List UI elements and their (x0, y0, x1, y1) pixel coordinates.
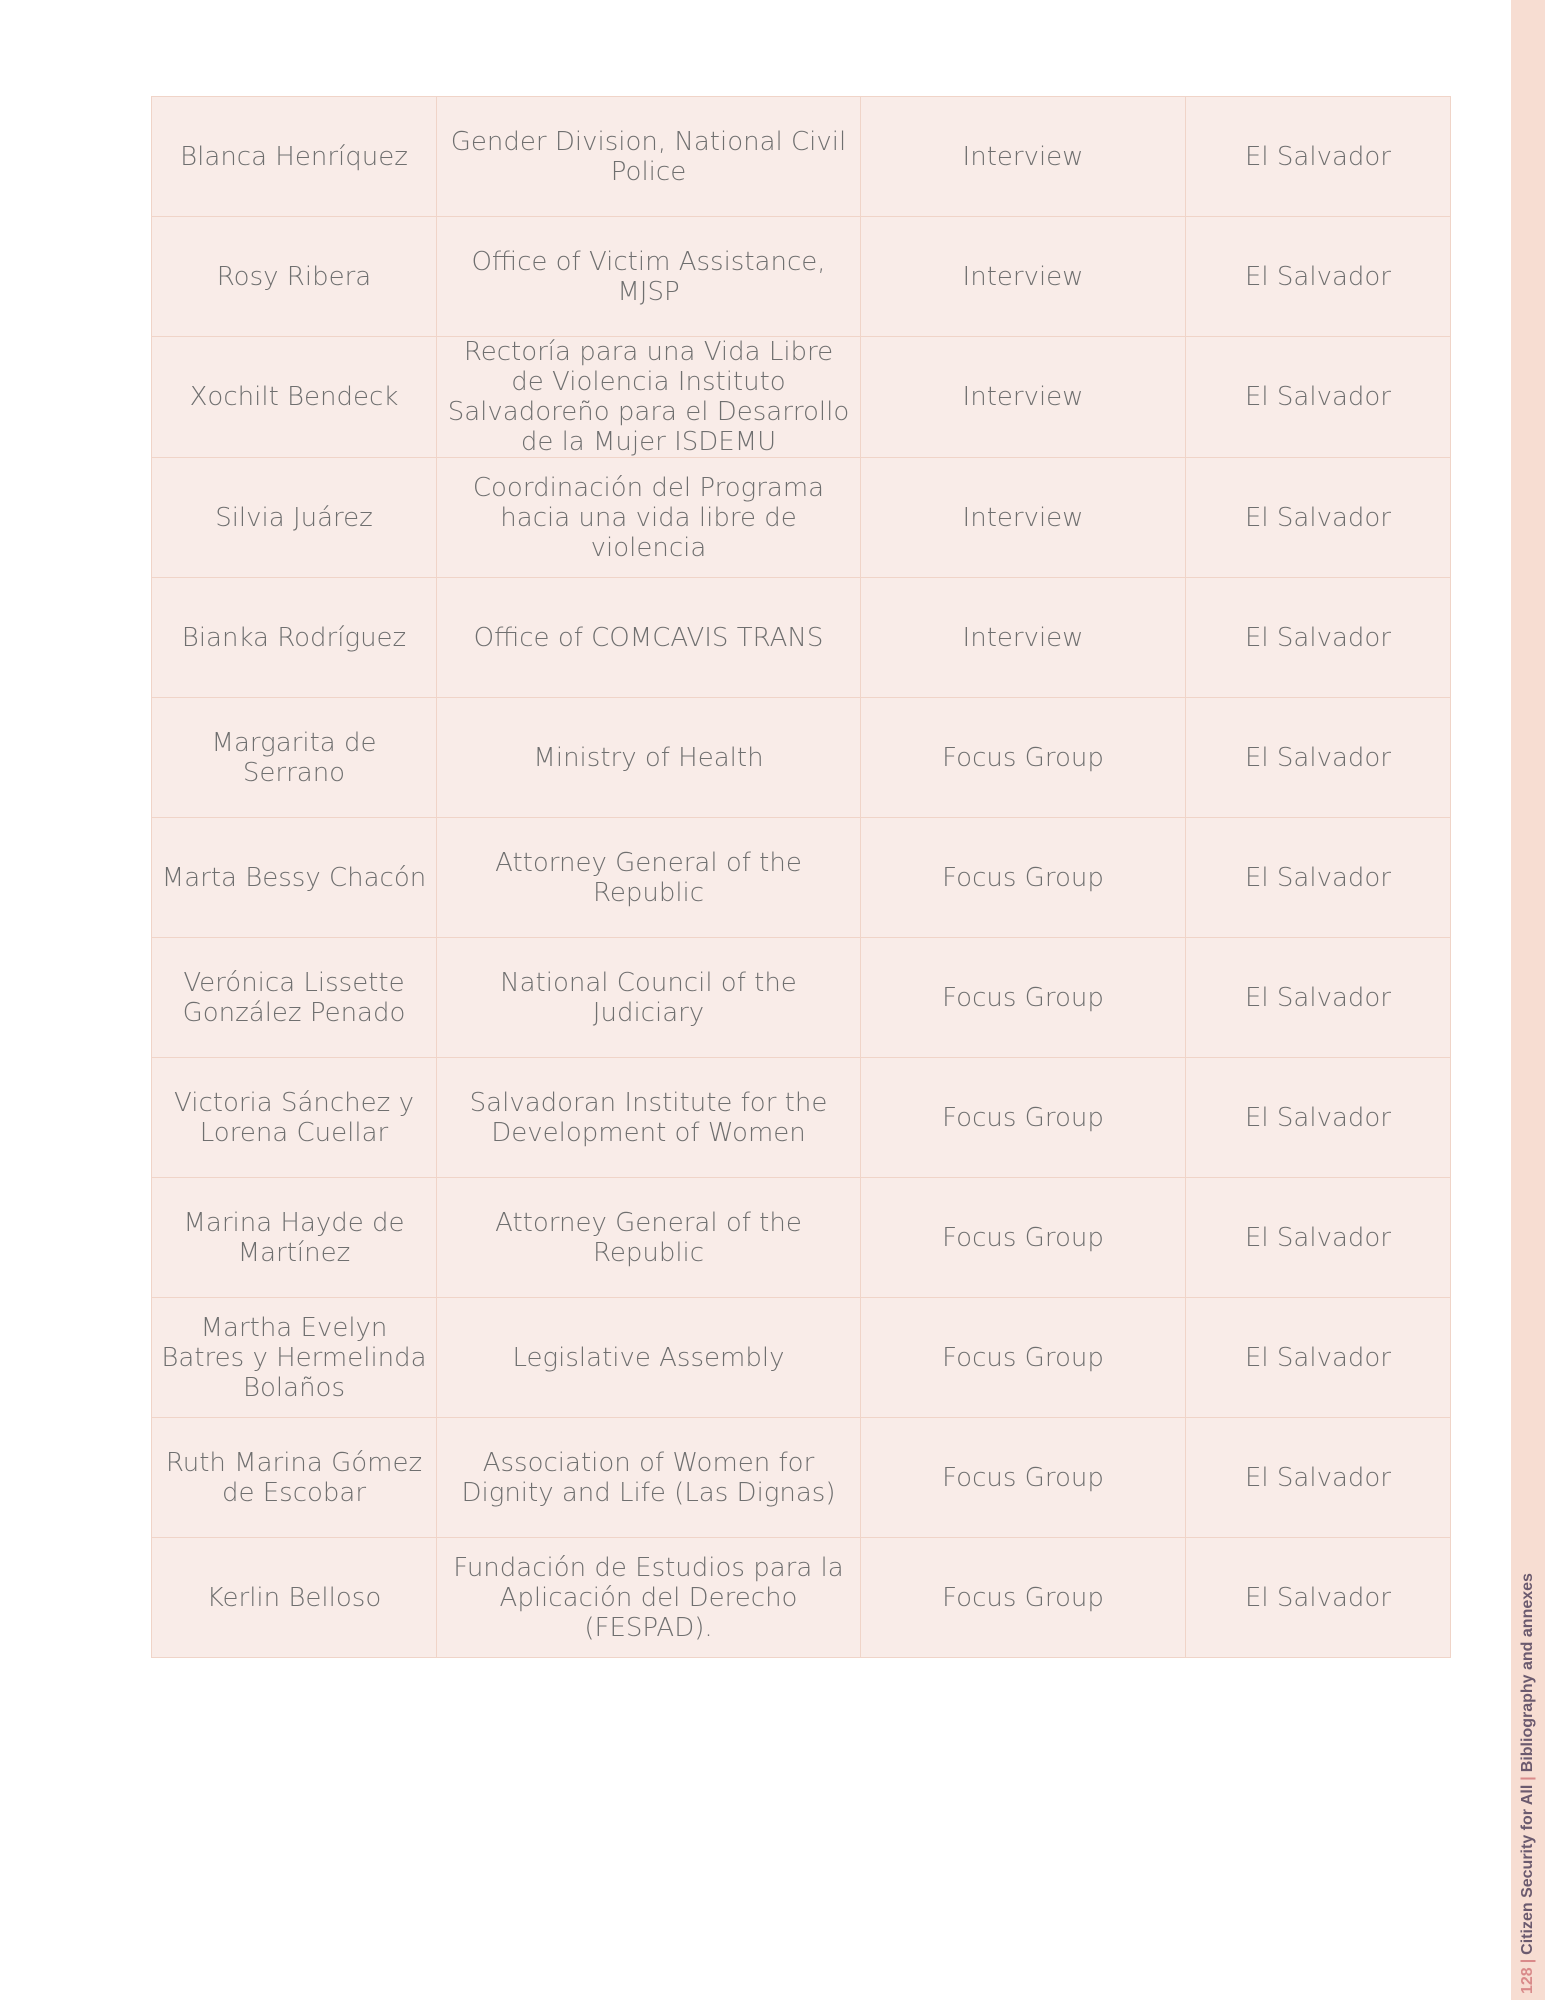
table-row (152, 97, 1451, 217)
table-row (152, 1058, 1451, 1178)
cell-organization: Fundación de Estudios para la Aplicación del Derecho (FESPAD). (437, 1538, 861, 1658)
cell-organization: Gender Division, National Civil Police (437, 97, 861, 217)
cell-country: El Salvador (1186, 217, 1451, 337)
cell-name: Bianka Rodríguez (152, 578, 437, 698)
table-row (152, 1418, 1451, 1538)
cell-organization: Office of Victim Assistance, MJSP (437, 217, 861, 337)
cell-organization: Attorney General of the Republic (437, 1178, 861, 1298)
cell-name: Marta Bessy Chacón (152, 818, 437, 938)
cell-method: Focus Group (861, 1418, 1186, 1538)
section-title: Bibliography and annexes (1519, 1573, 1536, 1773)
cell-name: Blanca Henríquez (152, 97, 437, 217)
cell-method: Interview (861, 217, 1186, 337)
cell-organization: Rectoría para una Vida Libre de Violencia Instituto Salvadoreño para el Desarrollo de la Mujer ISDEMU (437, 337, 861, 458)
table-row (152, 1538, 1451, 1658)
cell-name: Xochilt Bendeck (152, 337, 437, 458)
cell-method: Interview (861, 337, 1186, 458)
table-row (152, 578, 1451, 698)
cell-method: Interview (861, 578, 1186, 698)
cell-country: El Salvador (1186, 1058, 1451, 1178)
cell-country: El Salvador (1186, 1178, 1451, 1298)
page-number: 128 (1519, 1967, 1536, 1994)
cell-method: Focus Group (861, 1538, 1186, 1658)
document-title: Citizen Security for All (1519, 1784, 1536, 1955)
table-row (152, 337, 1451, 458)
cell-name: Silvia Juárez (152, 458, 437, 578)
cell-method: Interview (861, 458, 1186, 578)
cell-country: El Salvador (1186, 818, 1451, 938)
table-row (152, 818, 1451, 938)
table-row (152, 698, 1451, 818)
cell-name: Verónica Lissette González Penado (152, 938, 437, 1058)
separator: | (1519, 1958, 1536, 1964)
table-body (152, 97, 1451, 1658)
cell-country: El Salvador (1186, 337, 1451, 458)
cell-method: Focus Group (861, 1178, 1186, 1298)
cell-country: El Salvador (1186, 938, 1451, 1058)
cell-organization: Ministry of Health (437, 698, 861, 818)
cell-name: Margarita de Serrano (152, 698, 437, 818)
cell-method: Focus Group (861, 698, 1186, 818)
table-row (152, 217, 1451, 337)
cell-method: Focus Group (861, 1058, 1186, 1178)
cell-method: Focus Group (861, 818, 1186, 938)
table-row (152, 938, 1451, 1058)
cell-country: El Salvador (1186, 698, 1451, 818)
cell-name: Martha Evelyn Batres y Hermelinda Bolaños (152, 1298, 437, 1418)
cell-organization: Coordinación del Programa hacia una vida libre de violencia (437, 458, 861, 578)
cell-name: Marina Hayde de Martínez (152, 1178, 437, 1298)
running-footer (1518, 1573, 1538, 2000)
cell-country: El Salvador (1186, 1538, 1451, 1658)
cell-method: Focus Group (861, 938, 1186, 1058)
separator: | (1519, 1776, 1536, 1781)
cell-country: El Salvador (1186, 1418, 1451, 1538)
cell-name: Victoria Sánchez y Lorena Cuellar (152, 1058, 437, 1178)
cell-organization: Legislative Assembly (437, 1298, 861, 1418)
cell-country: El Salvador (1186, 578, 1451, 698)
table-row (152, 458, 1451, 578)
cell-method: Interview (861, 97, 1186, 217)
cell-name: Rosy Ribera (152, 217, 437, 337)
cell-country: El Salvador (1186, 1298, 1451, 1418)
cell-country: El Salvador (1186, 97, 1451, 217)
cell-method: Focus Group (861, 1298, 1186, 1418)
cell-organization: Attorney General of the Republic (437, 818, 861, 938)
cell-organization: Office of COMCAVIS TRANS (437, 578, 861, 698)
cell-country: El Salvador (1186, 458, 1451, 578)
table-row (152, 1178, 1451, 1298)
cell-organization: Association of Women for Dignity and Life (Las Dignas) (437, 1418, 861, 1538)
cell-organization: Salvadoran Institute for the Development of Women (437, 1058, 861, 1178)
cell-name: Ruth Marina Gómez de Escobar (152, 1418, 437, 1538)
cell-name: Kerlin Belloso (152, 1538, 437, 1658)
table-row (152, 1298, 1451, 1418)
cell-organization: National Council of the Judiciary (437, 938, 861, 1058)
contacts-table (151, 96, 1451, 1658)
